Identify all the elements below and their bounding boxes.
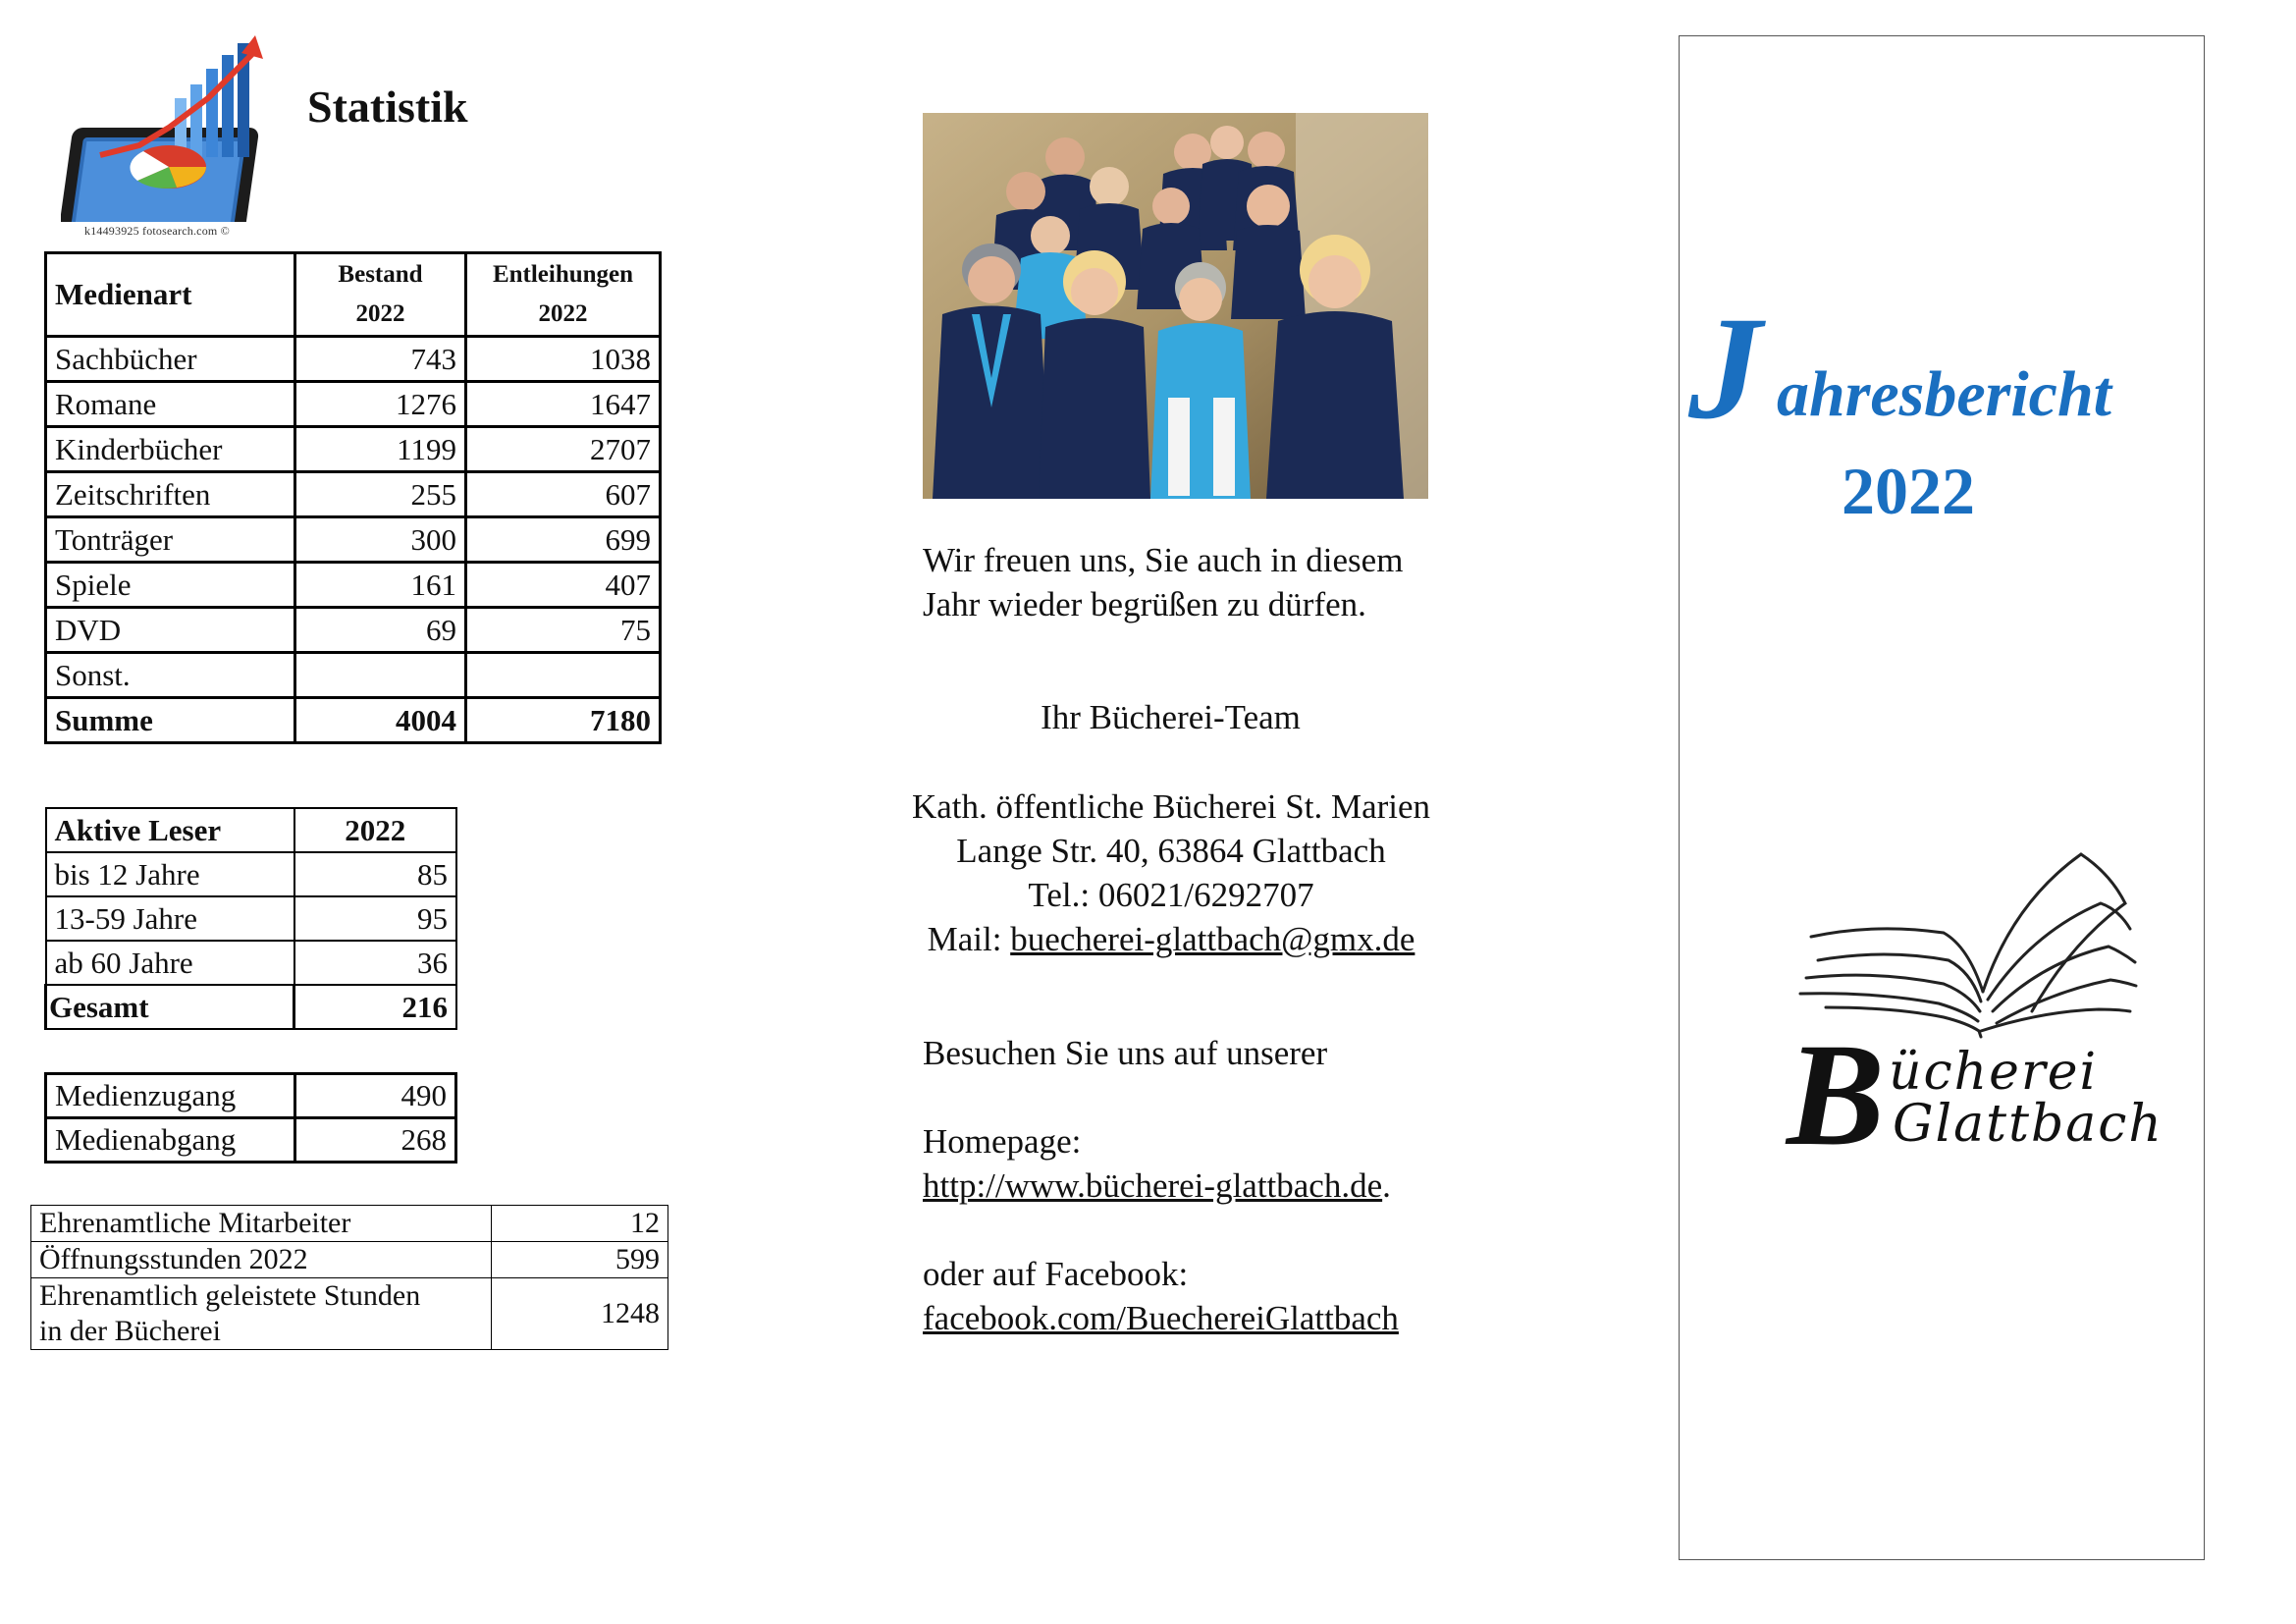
title-rest: ahresbericht xyxy=(1777,358,2112,430)
stock-value xyxy=(295,653,466,698)
stock-value: 300 xyxy=(295,517,466,563)
logo-word-library: ücherei xyxy=(1889,1043,2099,1102)
media-type-label: Spiele xyxy=(46,563,295,608)
loans-value: 1038 xyxy=(466,337,661,382)
volunteer-value: 12 xyxy=(492,1206,668,1242)
table-header-row xyxy=(46,253,661,337)
table-row xyxy=(46,653,661,698)
table-row xyxy=(31,1278,668,1350)
visit-section xyxy=(923,1031,1531,1340)
header-media-type: Medienart xyxy=(46,253,295,337)
table-row xyxy=(46,427,661,472)
turnover-label: Medienzugang xyxy=(46,1074,295,1118)
header-year: 2022 xyxy=(294,808,457,852)
stock-value: 255 xyxy=(295,472,466,517)
media-statistics-table xyxy=(44,251,662,744)
table-row xyxy=(46,852,457,896)
team-signature: Ihr Bücherei-Team xyxy=(1041,698,1301,736)
media-type-label: DVD xyxy=(46,608,295,653)
table-row xyxy=(46,563,661,608)
header-loans: Entleihungen 2022 xyxy=(466,253,661,337)
volunteer-value: 599 xyxy=(492,1242,668,1278)
turnover-value: 268 xyxy=(295,1118,456,1163)
stock-value: 743 xyxy=(295,337,466,382)
age-group-label: bis 12 Jahre xyxy=(46,852,294,896)
table-row xyxy=(46,337,661,382)
stock-value: 1199 xyxy=(295,427,466,472)
table-row xyxy=(46,896,457,941)
mail-line: Mail: buecherei-glattbach@gmx.de xyxy=(927,920,1415,958)
total-value: 216 xyxy=(294,985,457,1029)
age-group-label: ab 60 Jahre xyxy=(46,941,294,985)
media-turnover-table xyxy=(44,1072,457,1164)
table-header-row xyxy=(46,808,457,852)
total-label: Gesamt xyxy=(46,985,294,1029)
table-row xyxy=(46,382,661,427)
loans-value: 2707 xyxy=(466,427,661,472)
turnover-label: Medienabgang xyxy=(46,1118,295,1163)
media-type-label: Romane xyxy=(46,382,295,427)
statistics-tablet-icon xyxy=(61,29,279,222)
cover-panel xyxy=(1679,35,2205,1560)
volunteer-label: Ehrenamtlich geleistete Stunden in der Bücherei xyxy=(31,1278,492,1350)
homepage-line: http://www.bücherei-glattbach.de. xyxy=(923,1166,1391,1205)
media-type-label: Zeitschriften xyxy=(46,472,295,517)
visit-line: Besuchen Sie uns auf unserer xyxy=(923,1034,1328,1072)
loans-value: 607 xyxy=(466,472,661,517)
loans-value: 75 xyxy=(466,608,661,653)
reader-count: 85 xyxy=(294,852,457,896)
library-name: Kath. öffentliche Bücherei St. Marien xyxy=(911,787,1431,826)
table-row xyxy=(31,1206,668,1242)
table-row xyxy=(46,941,457,985)
report-year: 2022 xyxy=(1842,454,1975,528)
phone-number: Tel.: 06021/6292707 xyxy=(1028,876,1314,914)
table-row xyxy=(46,608,661,653)
turnover-value: 490 xyxy=(295,1074,456,1118)
loans-value: 699 xyxy=(466,517,661,563)
media-type-label: Kinderbücher xyxy=(46,427,295,472)
table-sum-row xyxy=(46,698,661,743)
street-address: Lange Str. 40, 63864 Glattbach xyxy=(956,832,1386,870)
sum-stock: 4004 xyxy=(295,698,466,743)
header-stock: Bestand 2022 xyxy=(295,253,466,337)
loans-value xyxy=(466,653,661,698)
volunteer-label: Ehrenamtliche Mitarbeiter xyxy=(31,1206,492,1242)
homepage-label: Homepage: xyxy=(923,1122,1082,1161)
loans-value: 407 xyxy=(466,563,661,608)
volunteer-label: Öffnungsstunden 2022 xyxy=(31,1242,492,1278)
reader-count: 36 xyxy=(294,941,457,985)
media-type-label: Tonträger xyxy=(46,517,295,563)
media-type-label: Sachbücher xyxy=(46,337,295,382)
media-type-label: Sonst. xyxy=(46,653,295,698)
stock-value: 161 xyxy=(295,563,466,608)
header-active-readers: Aktive Leser xyxy=(46,808,294,852)
homepage-link[interactable]: http://www.bücherei-glattbach.de xyxy=(923,1166,1383,1205)
volunteer-value: 1248 xyxy=(492,1278,668,1350)
loans-value: 1647 xyxy=(466,382,661,427)
greeting-text: Wir freuen uns, Sie auch in diesem Jahr wieder begrüßen zu dürfen. xyxy=(923,541,1404,623)
team-photo xyxy=(923,113,1428,499)
statistics-heading: Statistik xyxy=(307,81,468,132)
logo-word-place: Glattbach xyxy=(1893,1095,2163,1154)
title-initial: J xyxy=(1688,287,1762,450)
logo-initial: B xyxy=(1787,1013,1886,1176)
table-sum-row xyxy=(46,985,457,1029)
reader-count: 95 xyxy=(294,896,457,941)
table-row xyxy=(46,1074,456,1118)
table-row xyxy=(46,1118,456,1163)
age-group-label: 13-59 Jahre xyxy=(46,896,294,941)
image-credit: k14493925 fotosearch.com © xyxy=(84,224,230,238)
library-address xyxy=(872,785,1470,961)
stock-value: 69 xyxy=(295,608,466,653)
facebook-line xyxy=(923,1296,1531,1340)
facebook-label: oder auf Facebook: xyxy=(923,1255,1189,1293)
table-row xyxy=(31,1242,668,1278)
sum-label: Summe xyxy=(46,698,295,743)
facebook-link[interactable]: facebook.com/BuechereiGlattbach xyxy=(923,1299,1399,1337)
sum-loans: 7180 xyxy=(466,698,661,743)
table-row xyxy=(46,517,661,563)
active-readers-table xyxy=(44,807,457,1030)
email-link[interactable]: buecherei-glattbach@gmx.de xyxy=(1010,920,1415,958)
stock-value: 1276 xyxy=(295,382,466,427)
volunteer-table xyxy=(30,1205,668,1350)
table-row xyxy=(46,472,661,517)
